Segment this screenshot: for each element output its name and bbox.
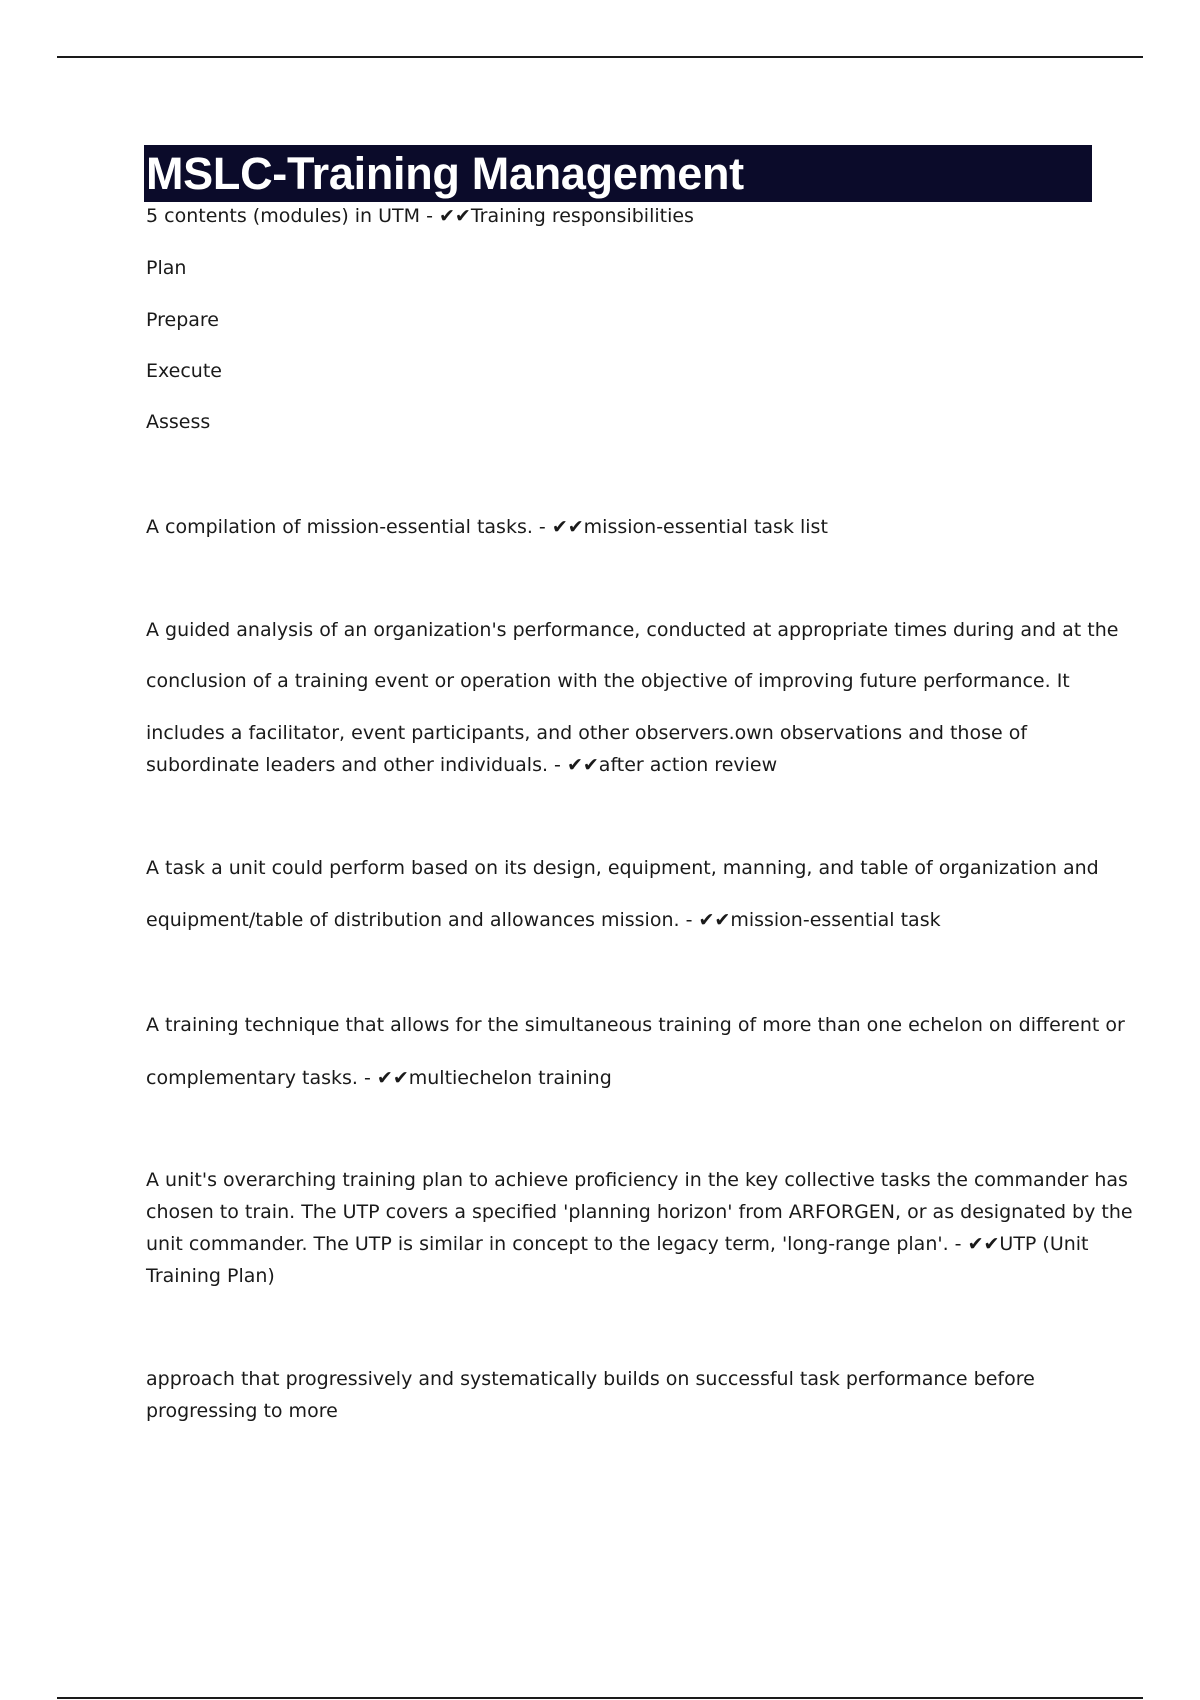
- card-prompt-line: A task a unit could perform based on its design, equipment, manning, and table of organization and: [146, 857, 1099, 879]
- card-prompt: unit commander. The UTP is similar in concept to the legacy term, 'long-range plan'. -: [146, 1233, 968, 1255]
- header-rule: [57, 56, 1143, 58]
- card-prompt: 5 contents (modules) in UTM -: [146, 205, 439, 227]
- double-check-icon: ✔✔: [566, 754, 599, 776]
- card-prompt-line: A training technique that allows for the simultaneous training of more than one echelon on different or: [146, 1014, 1125, 1036]
- answer-list-item: Execute: [146, 360, 222, 382]
- card-prompt: equipment/table of distribution and allowances mission. -: [146, 909, 699, 931]
- flashcard: [146, 511, 828, 543]
- flashcard: [146, 1164, 1133, 1292]
- flashcard: [146, 200, 694, 250]
- card-answer: multiechelon training: [408, 1067, 612, 1089]
- card-answer: mission-essential task list: [583, 516, 828, 538]
- double-check-icon: ✔✔: [698, 909, 731, 931]
- card-prompt: subordinate leaders and other individuals. -: [146, 754, 567, 776]
- double-check-icon: ✔✔: [967, 1233, 1000, 1255]
- card-prompt-line: includes a facilitator, event participants, and other observers.own observations and those of: [146, 722, 1028, 744]
- flashcard: [146, 1363, 1035, 1427]
- card-answer-line: [146, 1062, 1125, 1094]
- answer-list-item: Assess: [146, 411, 211, 433]
- card-prompt-line: progressing to more: [146, 1400, 338, 1422]
- double-check-icon: ✔✔: [438, 205, 471, 227]
- card-prompt-line: conclusion of a training event or operation with the objective of improving future performance. It: [146, 670, 1070, 692]
- card-prompt-line: A guided analysis of an organization's performance, conducted at appropriate times during and at the: [146, 619, 1119, 641]
- flashcard: [146, 852, 1099, 936]
- card-prompt: complementary tasks. -: [146, 1067, 377, 1089]
- card-answer: mission-essential task: [730, 909, 941, 931]
- flashcard: [146, 1009, 1125, 1094]
- double-check-icon: ✔✔: [376, 1067, 409, 1089]
- page-title: MSLC-Training Management: [146, 148, 744, 199]
- double-check-icon: ✔✔: [551, 516, 584, 538]
- card-prompt-line: chosen to train. The UTP covers a specified 'planning horizon' from ARFORGEN, or as designated by the: [146, 1201, 1133, 1223]
- card-answer-line: [146, 1228, 1133, 1260]
- card-answer: Training responsibilities: [470, 205, 694, 227]
- card-prompt-line: A unit's overarching training plan to achieve proficiency in the key collective tasks the commander has: [146, 1169, 1128, 1191]
- card-answer-line: [146, 904, 1099, 936]
- card-answer-line: [146, 749, 1118, 781]
- answer-list-item: Plan: [146, 257, 187, 279]
- footer-rule: [57, 1697, 1143, 1699]
- answer-list-item: Prepare: [146, 309, 219, 331]
- title-banner: [144, 145, 1092, 202]
- card-prompt: A compilation of mission-essential tasks. -: [146, 516, 552, 538]
- card-prompt-line: approach that progressively and systematically builds on successful task performance before: [146, 1368, 1035, 1390]
- card-answer: UTP (Unit: [999, 1233, 1089, 1255]
- card-answer: after action review: [598, 754, 778, 776]
- card-answer-continued: Training Plan): [146, 1265, 275, 1287]
- flashcard: [146, 614, 1118, 781]
